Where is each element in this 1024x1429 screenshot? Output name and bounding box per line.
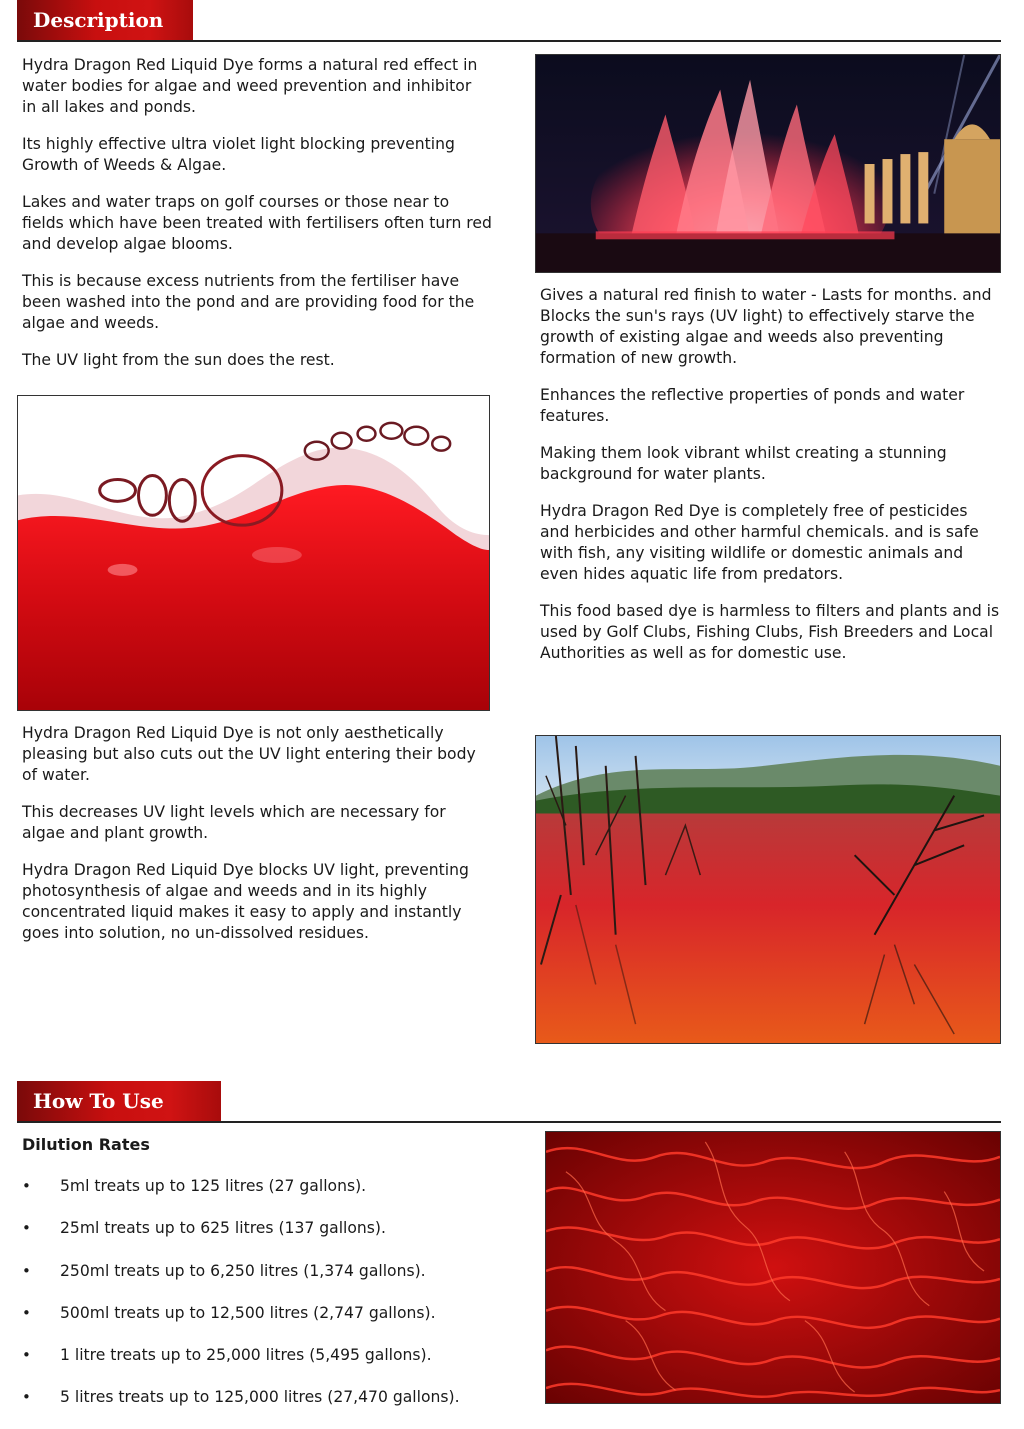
rate-text: 250ml treats up to 6,250 litres (1,374 gallons). (60, 1261, 426, 1280)
list-item (22, 1217, 532, 1259)
red-liquid-splash-image (17, 395, 490, 711)
reflective-paragraph: Enhances the reflective properties of ponds and water features. (540, 386, 965, 425)
rate-text: 500ml treats up to 12,500 litres (2,747 gallons). (60, 1303, 436, 1322)
dilution-rates-list (22, 1175, 532, 1429)
description-rule (17, 40, 1001, 42)
list-item (22, 1175, 532, 1217)
uv-sun-paragraph: The UV light from the sun does the rest. (22, 351, 335, 369)
rate-text: 1 litre treats up to 25,000 litres (5,495 gallons). (60, 1346, 432, 1365)
bullet-icon: • (22, 1346, 31, 1365)
intro-paragraph: Hydra Dragon Red Liquid Dye forms a natural red effect in water bodies for algae and weed prevention and inhibitor in all lakes and ponds. (22, 56, 478, 116)
bullet-icon: • (22, 1303, 31, 1322)
golf-courses-paragraph: Lakes and water traps on golf courses or those near to fields which have been treated with fertilisers often turn red and develop algae blooms. (22, 193, 492, 253)
rate-text: 5ml treats up to 125 litres (27 gallons). (60, 1177, 367, 1195)
list-item (22, 1302, 532, 1344)
list-item (22, 1386, 532, 1428)
red-water-ripple-image (545, 1131, 1001, 1404)
red-lake-image (535, 735, 1001, 1044)
bullet-icon: • (22, 1219, 31, 1238)
photosynthesis-paragraph: Hydra Dragon Red Liquid Dye blocks UV light, preventing photosynthesis of algae and weeds and in its highly concentrated liquid makes it easy to apply and instantly goes into solution, no un-dissolved residues. (22, 861, 469, 942)
vibrant-paragraph: Making them look vibrant whilst creating a stunning background for water plants. (540, 444, 947, 483)
rate-text: 5 litres treats up to 125,000 litres (27,470 gallons). (60, 1388, 460, 1407)
dilution-rates-subheading: Dilution Rates (22, 1135, 150, 1154)
how-to-use-rule (17, 1121, 1001, 1123)
rate-text: 25ml treats up to 625 litres (137 gallons). (60, 1219, 386, 1238)
fountain-image (535, 54, 1001, 273)
list-item (22, 1344, 532, 1386)
list-item (22, 1260, 532, 1302)
bullet-icon: • (22, 1388, 31, 1407)
uv-blocking-paragraph: Its highly effective ultra violet light blocking preventing Growth of Weeds & Algae. (22, 135, 455, 174)
nutrients-paragraph: This is because excess nutrients from the fertiliser have been washed into the pond and are providing food for the algae and weeds. (22, 272, 475, 332)
aesthetic-paragraph: Hydra Dragon Red Liquid Dye is not only aesthetically pleasing but also cuts out the UV light entering their body of water. (22, 724, 476, 784)
natural-finish-paragraph: Gives a natural red finish to water - Lasts for months. and Blocks the sun's rays (UV light) to effectively starve the growth of existing algae and weeds also preventing formation of new growth. (540, 286, 992, 367)
bullet-icon: • (22, 1261, 31, 1280)
food-based-paragraph: This food based dye is harmless to filters and plants and is used by Golf Clubs, Fishing Clubs, Fish Breeders and Local Authorities as well as for domestic use. (540, 602, 1000, 662)
description-heading: Description (17, 0, 193, 40)
uv-levels-paragraph: This decreases UV light levels which are necessary for algae and plant growth. (22, 803, 446, 842)
safety-paragraph: Hydra Dragon Red Dye is completely free of pesticides and herbicides and other harmful chemicals. and is safe with fish, any visiting wildlife or domestic animals and even hides aquatic life from predators. (540, 502, 979, 583)
how-to-use-heading: How To Use (17, 1081, 221, 1121)
bullet-icon: • (22, 1177, 31, 1195)
